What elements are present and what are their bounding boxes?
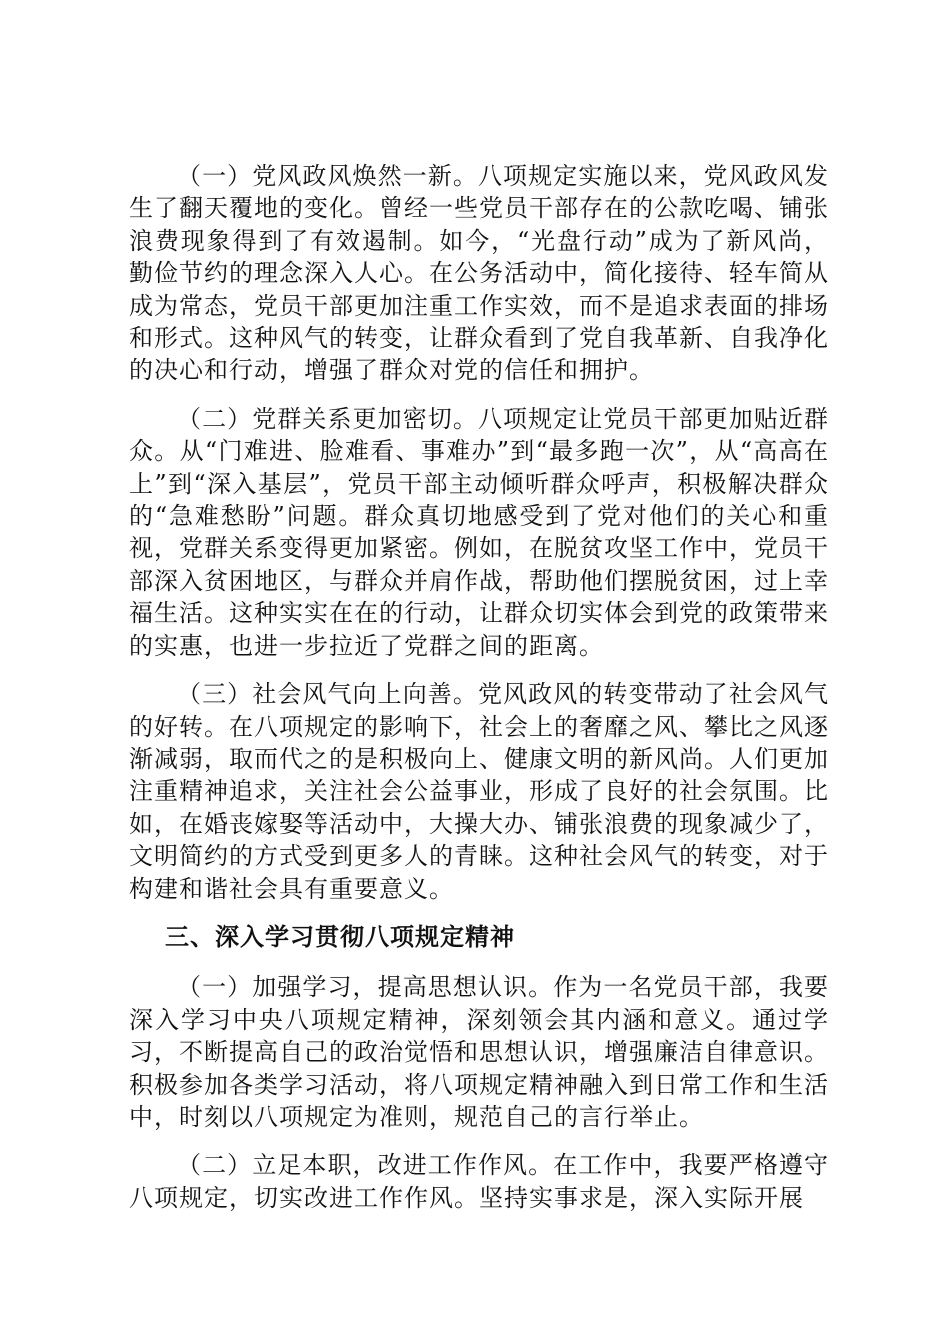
- section-heading: 三、深入学习贯彻八项规定精神: [165, 922, 515, 951]
- paragraph-strengthen-study: （一）加强学习，提高思想认识。作为一名党员干部，我要深入学习中央八项规定精神，深刻领会其内涵和意义。通过学习，不断提高自己的政治觉悟和思想认识，增强廉洁自律意识。积极参加各类学习活动，将八项规定精神融入到日常工作和生活中，时刻以八项规定为准则，规范自己的言行举止。: [129, 973, 829, 1131]
- document-body: [129, 160, 829, 1230]
- paragraph-improve-work-style: （二）立足本职，改进工作作风。在工作中，我要严格遵守八项规定，切实改进工作作风。坚持实事求是，深入实际开展: [129, 1151, 829, 1212]
- paragraph-party-masses: （二）党群关系更加密切。八项规定让党员干部更加贴近群众。从“门难进、脸难看、事难办”到“最多跑一次”，从“高高在上”到“深入基层”，党员干部主动倾听群众呼声，积极解决群众的“急难愁盼”问题。群众真切地感受到了党对他们的关心和重视，党群关系变得更加紧密。例如，在脱贫攻坚工作中，党员干部深入贫困地区，与群众并肩作战，帮助他们摆脱贫困，过上幸福生活。这种实实在在的行动，让群众切实体会到党的政策带来的实惠，也进一步拉近了党群之间的距离。: [129, 404, 829, 660]
- paragraph-social-atmosphere: （三）社会风气向上向善。党风政风的转变带动了社会风气的好转。在八项规定的影响下，社会上的奢靡之风、攀比之风逐渐减弱，取而代之的是积极向上、健康文明的新风尚。人们更加注重精神追求，关注社会公益事业，形成了良好的社会氛围。比如，在婚丧嫁娶等活动中，大操大办、铺张浪费的现象减少了，文明简约的方式受到更多人的青睐。这种社会风气的转变，对于构建和谐社会具有重要意义。: [129, 680, 829, 903]
- paragraph-party-style: （一）党风政风焕然一新。八项规定实施以来，党风政风发生了翻天覆地的变化。曾经一些党员干部存在的公款吃喝、铺张浪费现象得到了有效遏制。如今，“光盘行动”成为了新风尚，勤俭节约的理念深入人心。在公务活动中，简化接待、轻车简从成为常态，党员干部更加注重工作实效，而不是追求表面的排场和形式。这种风气的转变，让群众看到了党自我革新、自我净化的决心和行动，增强了群众对党的信任和拥护。: [129, 162, 829, 385]
